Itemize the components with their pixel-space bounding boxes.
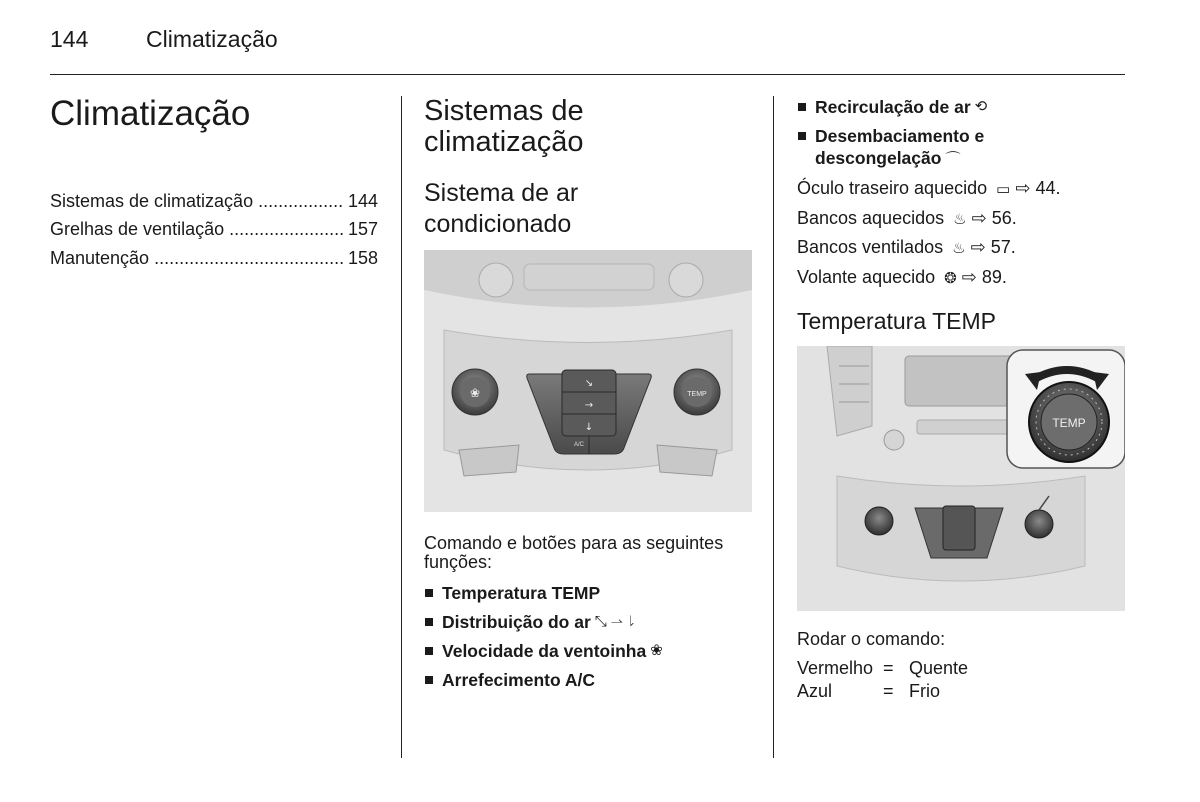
cross-reference[interactable]: Bancos ventilados ♨ ⇨ 57. <box>797 237 1016 257</box>
cross-reference[interactable]: Volante aquecido ❂ ⇨ 89. <box>797 267 1007 287</box>
bullet-item: Velocidade da ventoinha ❀ <box>424 640 663 662</box>
heated-wheel-icon: ❂ <box>944 270 957 287</box>
defrost-icon: ⌒ <box>945 151 961 168</box>
subsection-title: Sistema de ar condicionado <box>424 179 579 238</box>
subheading: Temperatura TEMP <box>797 308 996 334</box>
bullet-item: Temperatura TEMP <box>424 582 600 604</box>
intro-paragraph: Comando e botões para as seguintes funções: <box>424 533 724 572</box>
toc-leader <box>258 190 343 212</box>
rear-window-heat-icon: ▭ <box>996 181 1011 198</box>
toc-entry[interactable] <box>50 247 378 269</box>
svg-text:❀: ❀ <box>469 386 481 400</box>
bullet-item: Recirculação de ar ⟲ <box>797 96 987 118</box>
toc-label: Sistemas de climatização <box>50 191 254 211</box>
legend-row: Vermelho = Quente <box>797 658 969 678</box>
toc-label: Manutenção <box>50 248 150 268</box>
toc-leader <box>154 247 343 269</box>
arrow-icon: ⇨ <box>961 267 977 287</box>
bullet-item: Distribuição do ar ⤡ ⇀ ⇂ <box>424 611 634 633</box>
temp-knob-photo <box>797 346 1125 611</box>
column-divider-2 <box>773 96 774 758</box>
air-distribution-icons: ⤡ ⇀ ⇂ <box>594 613 635 630</box>
toc-entry[interactable] <box>50 190 378 212</box>
temp-knob-label: TEMP <box>687 391 707 398</box>
cross-reference[interactable]: Óculo traseiro aquecido ▭ ⇨ 44. <box>797 178 1061 198</box>
toc-page: 144 <box>347 191 378 211</box>
climate-panel-photo <box>424 250 752 512</box>
arrow-icon: ⇨ <box>1015 178 1031 198</box>
bullet-item: Arrefecimento A/C <box>424 669 595 691</box>
chapter-title: Climatização <box>50 94 251 133</box>
ac-button-label: A/C <box>574 442 585 448</box>
legend-row: Azul = Frio <box>797 681 940 701</box>
running-title: Climatização <box>146 26 278 52</box>
column-divider-1 <box>401 96 402 758</box>
svg-text:↓: ↓ <box>584 422 594 433</box>
cross-reference[interactable]: Bancos aquecidos ♨ ⇨ 56. <box>797 208 1017 228</box>
toc-label: Grelhas de ventilação <box>50 219 225 239</box>
toc-entry[interactable] <box>50 218 378 240</box>
arrow-icon: ⇨ <box>970 237 986 257</box>
toc-leader <box>229 218 343 240</box>
toc-page: 158 <box>347 248 378 268</box>
recirculation-icon: ⟲ <box>974 98 988 115</box>
heated-seat-icon: ♨ <box>953 211 967 228</box>
temp-knob-label: TEMP <box>1052 416 1086 430</box>
arrow-icon: ⇨ <box>971 208 987 228</box>
page-number: 144 <box>50 26 89 52</box>
section-title: Sistemas de climatização <box>424 95 584 158</box>
svg-text:↘: ↘ <box>584 378 594 389</box>
fan-icon: ❀ <box>650 642 663 659</box>
toc-page: 157 <box>347 219 378 239</box>
header-rule <box>50 74 1125 75</box>
ventilated-seat-icon: ♨ <box>952 240 966 257</box>
caption: Rodar o comando: <box>797 629 946 649</box>
bullet-item: Desembaciamento e descongelação ⌒ <box>797 125 984 171</box>
svg-text:→: → <box>584 400 594 411</box>
